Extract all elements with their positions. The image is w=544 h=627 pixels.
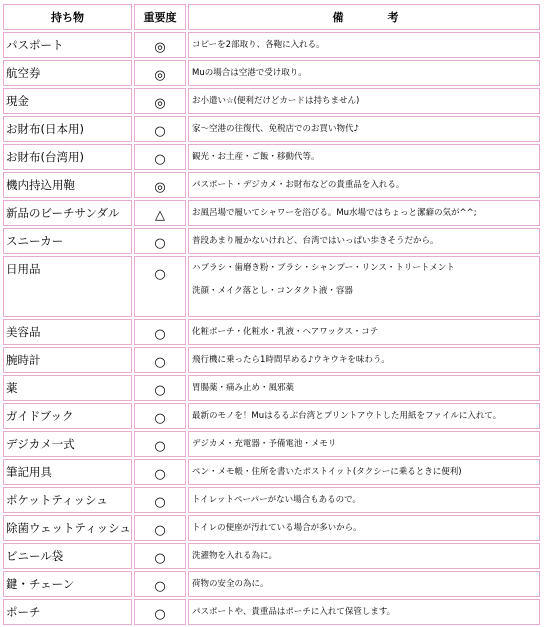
importance-cell xyxy=(134,487,186,513)
table-row xyxy=(3,319,540,345)
item-name: ビニール袋 xyxy=(3,543,132,569)
item-name: 現金 xyxy=(3,88,132,114)
note-line: トイレの便座が汚れている場合が多いから。 xyxy=(192,522,362,533)
item-note xyxy=(188,32,540,58)
item-name: 航空券 xyxy=(3,60,132,86)
item-note xyxy=(188,88,540,114)
importance-cell xyxy=(134,88,186,114)
note-line: コピーを2部取り、各鞄に入れる。 xyxy=(192,39,325,50)
circle-icon: ○ xyxy=(154,466,166,482)
note-line: トイレットペーパーがない場合もあるので。 xyxy=(192,494,361,505)
item-name: お財布(台湾用) xyxy=(3,144,132,170)
note-line: お小遣い☆(便利だけどカードは持ちません) xyxy=(192,95,360,106)
table-row xyxy=(3,347,540,373)
item-note xyxy=(188,375,540,401)
item-name: スニーカー xyxy=(3,228,132,254)
importance-cell xyxy=(134,32,186,58)
circle-icon: ○ xyxy=(154,550,166,566)
item-name: 日用品 xyxy=(3,256,132,317)
item-note xyxy=(188,403,540,429)
circle-icon: ○ xyxy=(154,151,166,167)
note-line: 洗濯物を入れる為に。 xyxy=(192,550,278,561)
note-line: 洗顔・メイク落とし・コンタクト液・容器 xyxy=(192,286,353,296)
item-note xyxy=(188,319,540,345)
item-name: 機内持込用鞄 xyxy=(3,172,132,198)
item-note xyxy=(188,431,540,457)
note-line: デジカメ・充電器・予備電池・メモリ xyxy=(192,438,337,449)
header-item: 持ち物 xyxy=(3,4,132,30)
item-note xyxy=(188,256,540,317)
item-name: お財布(日本用) xyxy=(3,116,132,142)
importance-cell xyxy=(134,116,186,142)
importance-cell xyxy=(134,543,186,569)
table-row xyxy=(3,228,540,254)
importance-cell xyxy=(134,431,186,457)
header-importance: 重要度 xyxy=(134,4,186,30)
importance-cell xyxy=(134,375,186,401)
item-note xyxy=(188,172,540,198)
table-row xyxy=(3,599,540,625)
note-line: 胃腸薬・痛み止め・風邪薬 xyxy=(192,382,295,393)
circle-icon: ○ xyxy=(154,494,166,510)
note-line: 化粧ポーチ・化粧水・乳液・ヘアワックス・コテ xyxy=(192,326,379,337)
double-circle-icon: ◎ xyxy=(154,95,166,111)
table-row xyxy=(3,487,540,513)
table-row xyxy=(3,32,540,58)
item-note xyxy=(188,543,540,569)
item-name: パスポート xyxy=(3,32,132,58)
importance-cell xyxy=(134,60,186,86)
importance-cell xyxy=(134,459,186,485)
item-note xyxy=(188,116,540,142)
importance-cell xyxy=(134,599,186,625)
item-name: 新品のビーチサンダル xyxy=(3,200,132,226)
table-row xyxy=(3,200,540,226)
header-row xyxy=(3,4,540,30)
table-row xyxy=(3,60,540,86)
circle-icon: ○ xyxy=(154,578,166,594)
triangle-icon: △ xyxy=(155,207,165,223)
item-note xyxy=(188,487,540,513)
item-name: ポーチ xyxy=(3,599,132,625)
importance-cell xyxy=(134,571,186,597)
header-note: 備 考 xyxy=(188,4,540,30)
item-note xyxy=(188,347,540,373)
table-row xyxy=(3,256,540,317)
item-name: 薬 xyxy=(3,375,132,401)
item-name: 除菌ウェットティッシュ xyxy=(3,515,132,541)
item-note xyxy=(188,599,540,625)
table-row xyxy=(3,375,540,401)
importance-cell xyxy=(134,515,186,541)
item-note xyxy=(188,515,540,541)
double-circle-icon: ◎ xyxy=(154,67,166,83)
importance-cell xyxy=(134,172,186,198)
circle-icon: ○ xyxy=(154,606,166,622)
item-note xyxy=(188,228,540,254)
note-line: ハブラシ・歯磨き粉・ブラシ・シャンプー・リンス・トリートメント xyxy=(192,263,455,273)
table-row xyxy=(3,431,540,457)
importance-cell xyxy=(134,319,186,345)
note-line: 荷物の安全の為に。 xyxy=(192,578,269,589)
table-row xyxy=(3,459,540,485)
table-row xyxy=(3,571,540,597)
item-name: 腕時計 xyxy=(3,347,132,373)
importance-cell xyxy=(134,228,186,254)
importance-cell xyxy=(134,200,186,226)
note-line: お風呂場で履いてシャワーを浴びる。Mu水場ではちょっと潔癖の気が^^; xyxy=(192,207,477,218)
table-row xyxy=(3,116,540,142)
table-row xyxy=(3,144,540,170)
circle-icon: ○ xyxy=(154,267,166,282)
note-line: 観光・お土産・ご飯・移動代等。 xyxy=(192,151,320,162)
importance-cell xyxy=(134,256,186,317)
table-row xyxy=(3,88,540,114)
item-note xyxy=(188,144,540,170)
packing-list-table xyxy=(1,2,542,627)
item-name: 美容品 xyxy=(3,319,132,345)
item-note xyxy=(188,571,540,597)
packing-list-body xyxy=(3,4,540,625)
note-line: 飛行機に乗ったら1時間早める♪ウキウキを味わう。 xyxy=(192,354,390,365)
importance-cell xyxy=(134,403,186,429)
table-row xyxy=(3,515,540,541)
importance-cell xyxy=(134,144,186,170)
item-name: ガイドブック xyxy=(3,403,132,429)
circle-icon: ○ xyxy=(154,382,166,398)
note-line: 普段あまり履かないけれど、台湾ではいっぱい歩きそうだから。 xyxy=(192,235,439,246)
item-name: 筆記用具 xyxy=(3,459,132,485)
item-note xyxy=(188,459,540,485)
note-line: 最新のモノを！Muはるるぶ台湾とプリントアウトした用紙をファイルに入れて。 xyxy=(192,410,502,421)
note-line: パスポート・デジカメ・お財布などの貴重品を入れる。 xyxy=(192,179,405,190)
item-name: ポケットティッシュ xyxy=(3,487,132,513)
double-circle-icon: ◎ xyxy=(154,179,166,195)
table-row xyxy=(3,403,540,429)
circle-icon: ○ xyxy=(154,410,166,426)
double-circle-icon: ◎ xyxy=(154,39,166,55)
item-name: 鍵・チェーン xyxy=(3,571,132,597)
circle-icon: ○ xyxy=(154,522,166,538)
circle-icon: ○ xyxy=(154,438,166,454)
note-line: 家～空港の往復代、免税店でのお買い物代♪ xyxy=(192,123,359,134)
importance-cell xyxy=(134,347,186,373)
circle-icon: ○ xyxy=(154,326,166,342)
note-line: ペン・メモ帳・住所を書いたポストイット(タクシーに乗るときに便利) xyxy=(192,466,462,477)
item-note xyxy=(188,200,540,226)
item-name: デジカメ一式 xyxy=(3,431,132,457)
note-line: パスポートや、貴重品はポーチに入れて保管します。 xyxy=(192,606,396,617)
table-row xyxy=(3,172,540,198)
circle-icon: ○ xyxy=(154,354,166,370)
circle-icon: ○ xyxy=(154,235,166,251)
table-row xyxy=(3,543,540,569)
note-line: Muの場合は空港で受け取り。 xyxy=(192,67,307,78)
item-note xyxy=(188,60,540,86)
circle-icon: ○ xyxy=(154,123,166,139)
